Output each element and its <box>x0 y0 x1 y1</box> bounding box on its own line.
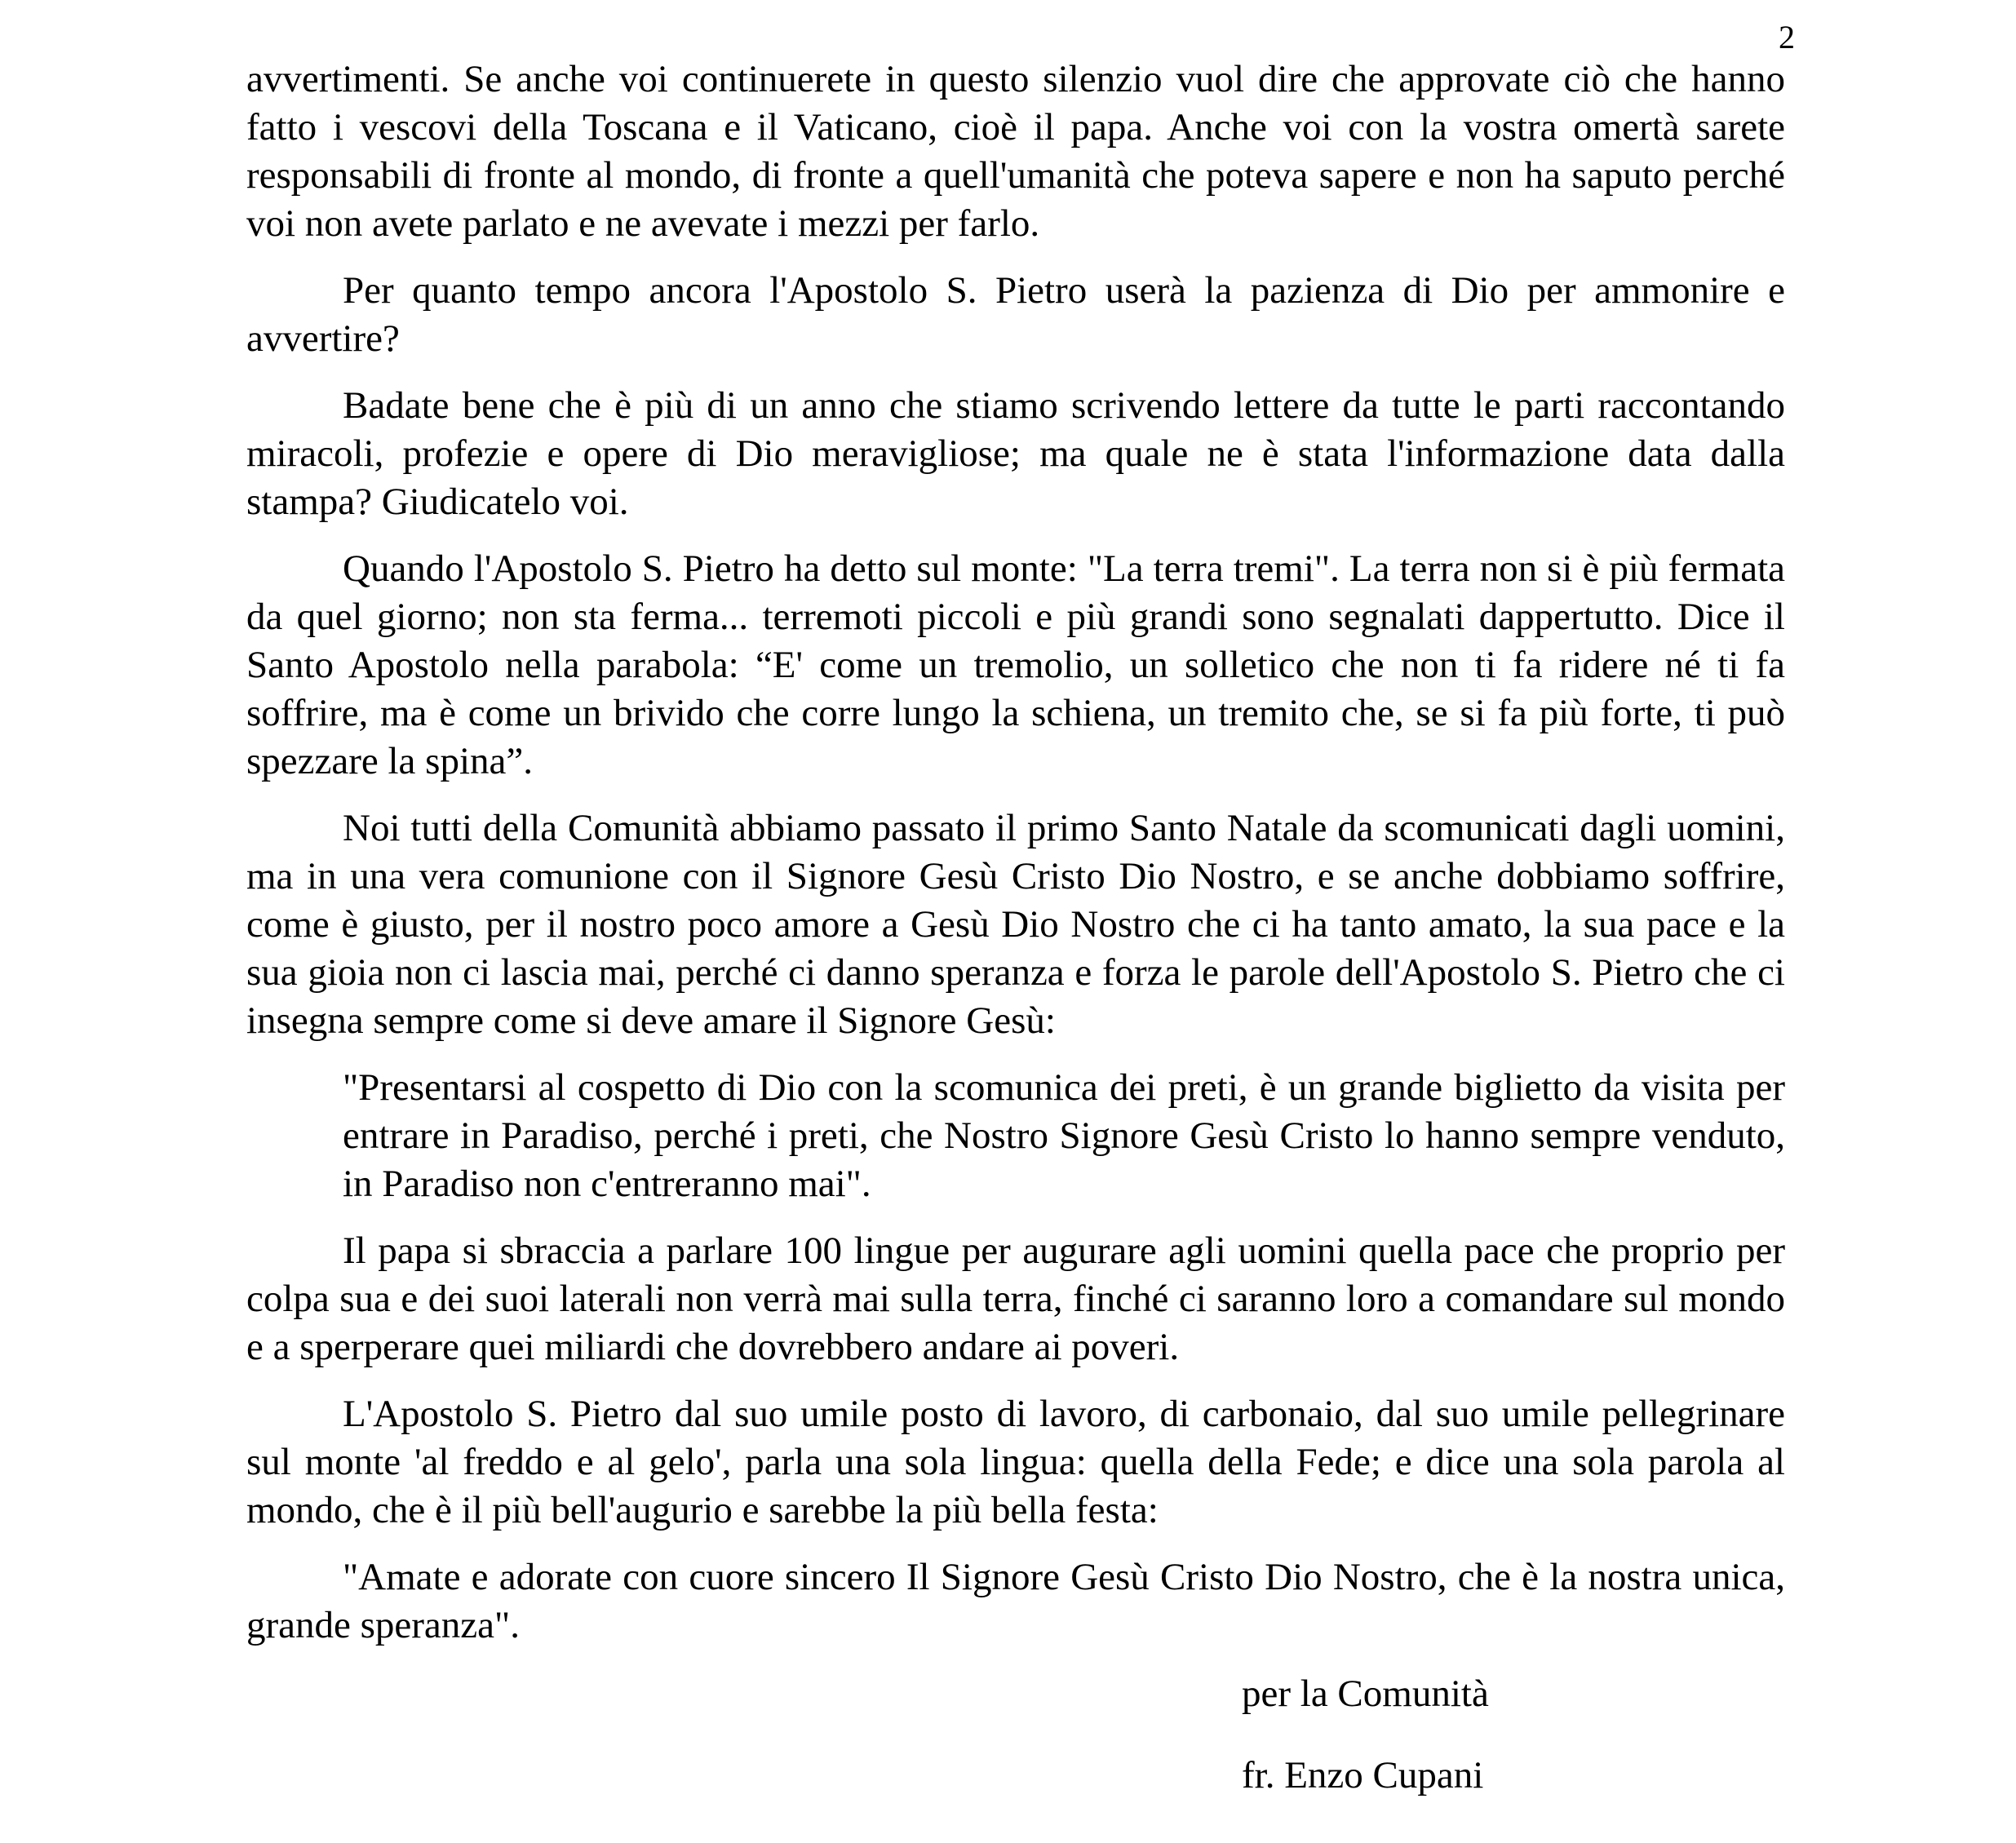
paragraph-2: Per quanto tempo ancora l'Apostolo S. Pietro userà la pazienza di Dio per ammonire e avvertire? <box>246 269 1785 360</box>
paragraph-7: L'Apostolo S. Pietro dal suo umile posto di lavoro, di carbonaio, dal suo umile pellegrinare sul monte 'al freddo e al gelo', parla una sola lingua: quella della Fede; e dice una sola parola al mondo, che è il più bell'augurio e sarebbe la più bella festa: <box>246 1393 1785 1531</box>
paragraph-8: "Amate e adorate con cuore sincero Il Signore Gesù Cristo Dio Nostro, che è la nostra unica, grande speranza". <box>246 1556 1785 1646</box>
paragraph-6: Il papa si sbraccia a parlare 100 lingue per augurare agli uomini quella pace che proprio per colpa sua e dei suoi laterali non verrà mai sulla terra, finché ci saranno loro a comandare sul mondo e a sperperare quei miliardi che dovrebbero andare ai poveri. <box>246 1229 1785 1368</box>
signature-line-community: per la Comunità <box>1242 1672 1489 1715</box>
letter-body <box>246 55 1785 1668</box>
paragraph-1: avvertimenti. Se anche voi continuerete in questo silenzio vuol dire che approvate ciò che hanno fatto i vescovi della Toscana e il Vaticano, cioè il papa. Anche voi con la vostra omertà sarete responsabili di fronte al mondo, di fronte a quell'umanità che poteva sapere e non ha saputo perché voi non avete parlato e ne avevate i mezzi per farlo. <box>246 58 1785 245</box>
signature-line-name: fr. Enzo Cupani <box>1242 1754 1484 1796</box>
block-quote: "Presentarsi al cospetto di Dio con la scomunica dei preti, è un grande biglietto da visita per entrare in Paradiso, perché i preti, che Nostro Signore Gesù Cristo lo hanno sempre venduto, in Paradiso non c'entreranno mai". <box>343 1066 1785 1205</box>
page-number: 2 <box>1779 19 1795 55</box>
paragraph-4: Quando l'Apostolo S. Pietro ha detto sul monte: "La terra tremi". La terra non si è più fermata da quel giorno; non sta ferma... terremoti piccoli e più grandi sono segnalati dappertutto. Dice il Santo Apostolo nella parabola: “E' come un tremolio, un solletico che non ti fa ridere né ti fa soffrire, ma è come un brivido che corre lungo la schiena, un tremito che, se si fa più forte, ti può spezzare la spina”. <box>246 547 1785 782</box>
paragraph-5: Noi tutti della Comunità abbiamo passato il primo Santo Natale da scomunicati dagli uomini, ma in una vera comunione con il Signore Gesù Cristo Dio Nostro, e se anche dobbiamo soffrire, come è giusto, per il nostro poco amore a Gesù Dio Nostro che ci ha tanto amato, la sua pace e la sua gioia non ci lascia mai, perché ci danno speranza e forza le parole dell'Apostolo S. Pietro che ci insegna sempre come si deve amare il Signore Gesù: <box>246 807 1785 1042</box>
paragraph-3: Badate bene che è più di un anno che stiamo scrivendo lettere da tutte le parti raccontando miracoli, profezie e opere di Dio meravigliose; ma quale ne è stata l'informazione data dalla stampa? Giudicatelo voi. <box>246 384 1785 523</box>
